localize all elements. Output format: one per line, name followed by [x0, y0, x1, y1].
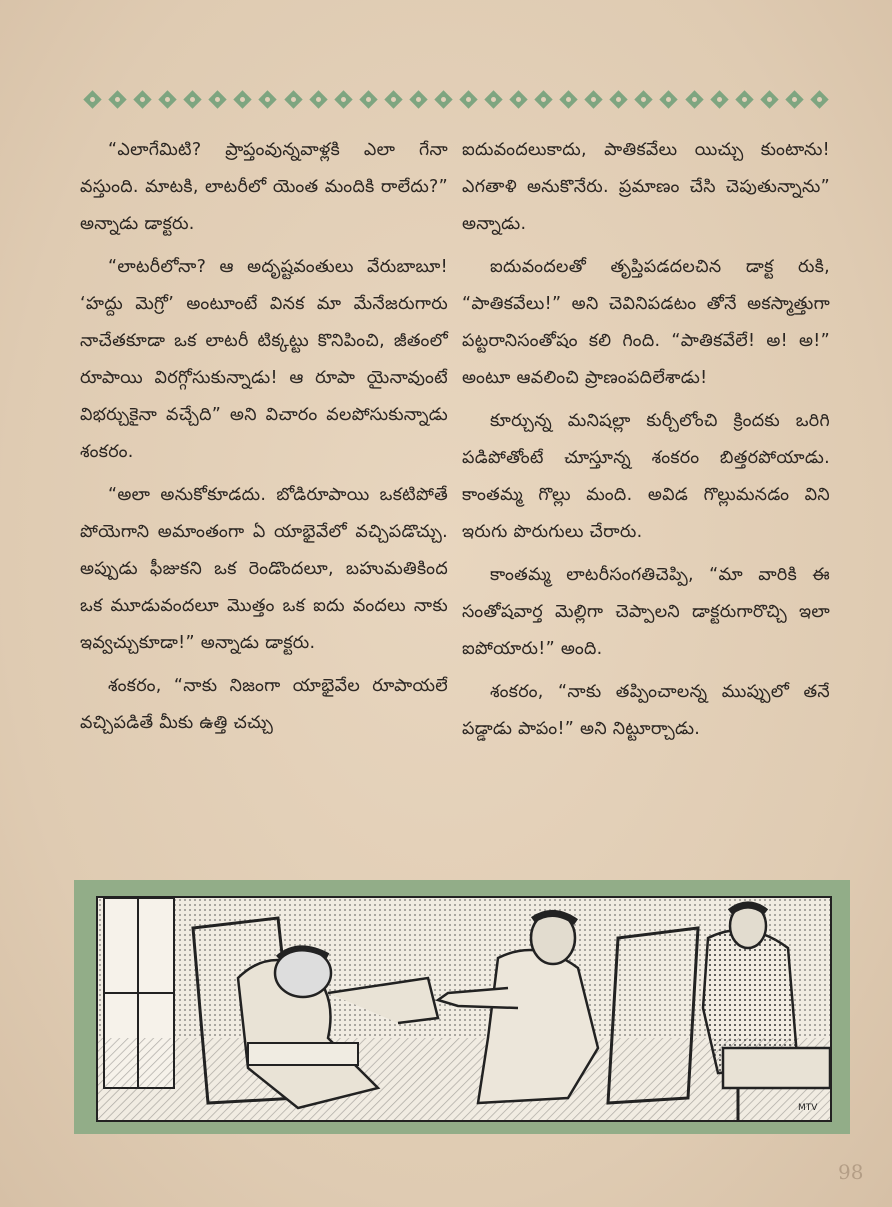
paragraph: ఐదువందలతో తృప్తిపడదలచిన డాక్ట రుకి, “పాతికవేలు!” అని చెవినిపడటం తోనే అకస్మాత్తుగా పట్టరానిసంతోషం కలి గింది. “పాతికవేలే! అ! అ!” అంటూ ఆవలించి ప్రాణంపదిలేశాడు! — [462, 257, 830, 388]
border-ornament — [682, 90, 707, 110]
artist-signature: MTV — [798, 1103, 818, 1113]
border-ornament — [631, 90, 656, 110]
right-text-column — [462, 132, 830, 748]
border-ornament — [406, 90, 431, 110]
paragraph: “అలా అనుకోకూడదు. బోడిరూపాయి ఒకటిపోతే పోయెగాని అమాంతంగా ఏ యాభైవేలో వచ్చిపడొచ్చు. అప్పుడు ఫీజుకని ఒక రెండొందలూ, బహుమతికింద ఒక మూడువందలూ మొత్తం ఒక ఐదు వందలు నాకు ఇవ్వచ్చుకూడా!” అన్నాడు డాక్టరు. — [80, 485, 448, 653]
paragraph: కూర్చున్న మనిషల్లా కుర్చీలోంచి క్రిందకు ఒరిగి పడిపోతోంటే చూస్తూన్న శంకరం బిత్తరపోయాడు. కాంతమ్మ గొల్లు మంది. అవిడ గొల్లుమనడం విని ఇరుగు పొరుగులు చేరారు. — [462, 411, 830, 542]
border-ornament — [481, 90, 506, 110]
border-ornament — [155, 90, 180, 110]
illustration — [96, 896, 832, 1122]
illustration-drawing — [98, 898, 830, 1120]
page-number: 98 — [838, 1160, 864, 1184]
border-ornament — [80, 90, 105, 110]
left-text-column — [80, 132, 448, 742]
border-ornament — [656, 90, 681, 110]
border-ornament — [732, 90, 757, 110]
paragraph: శంకరం, “నాకు తప్పించాలన్న ముప్పులో తనే పడ్డాడు పాపం!” అని నిట్టూర్చాడు. — [462, 682, 830, 739]
border-ornament — [230, 90, 255, 110]
border-ornament — [180, 90, 205, 110]
border-ornament — [281, 90, 306, 110]
border-ornament — [105, 90, 130, 110]
border-ornament — [707, 90, 732, 110]
border-ornament — [255, 90, 280, 110]
border-ornament — [456, 90, 481, 110]
decorative-border — [80, 88, 832, 112]
border-ornament — [782, 90, 807, 110]
paragraph: శంకరం, “నాకు నిజంగా యాభైవేల రూపాయలే వచ్చిపడితే మీకు ఉత్తి చచ్చు — [80, 676, 448, 733]
border-ornament — [331, 90, 356, 110]
border-ornament — [531, 90, 556, 110]
border-ornament — [381, 90, 406, 110]
border-ornament — [506, 90, 531, 110]
paragraph: కాంతమ్మ లాటరీసంగతిచెప్పి, “మా వారికి ఈ సంతోషవార్త మెల్లిగా చెప్పాలని డాక్టరుగారొచ్చి ఇలా ఐపోయారు!” అంది. — [462, 565, 830, 659]
border-ornament — [205, 90, 230, 110]
border-ornament — [757, 90, 782, 110]
border-ornament — [356, 90, 381, 110]
paragraph: “లాటరీలోనా? ఆ అదృష్టవంతులు వేరుబాబూ! ‘హద్దు మెగ్రో’ అంటూంటే వినక మా మేనేజరుగారు నాచేతకూడా ఒక లాటరీ టిక్కట్టు కొనిపించి, జీతంలో రూపాయి విరగ్గోసుకున్నాడు! ఆ రూపా యైనావుంటే విభర్చుకైనా వచ్చేది” అని విచారం వలపోసుకున్నాడు శంకరం. — [80, 257, 448, 462]
border-ornament — [556, 90, 581, 110]
border-ornament — [581, 90, 606, 110]
border-ornament — [306, 90, 331, 110]
paragraph: ఐదువందలుకాదు, పాతికవేలు యిచ్చు కుంటాను! ఎగతాళి అనుకొనేరు. ప్రమాణం చేసి చెపుతున్నాను” అన్నాడు. — [462, 140, 830, 234]
illustration-frame — [74, 880, 850, 1134]
paragraph: “ఎలాగేమిటి? ప్రాప్తంవున్నవాళ్లకి ఎలా గేనా వస్తుంది. మాటకి, లాటరీలో యెంత మందికి రాలేదు?” అన్నాడు డాక్టరు. — [80, 140, 448, 234]
border-ornament — [807, 90, 832, 110]
border-ornament — [431, 90, 456, 110]
border-ornament — [130, 90, 155, 110]
border-ornament — [606, 90, 631, 110]
